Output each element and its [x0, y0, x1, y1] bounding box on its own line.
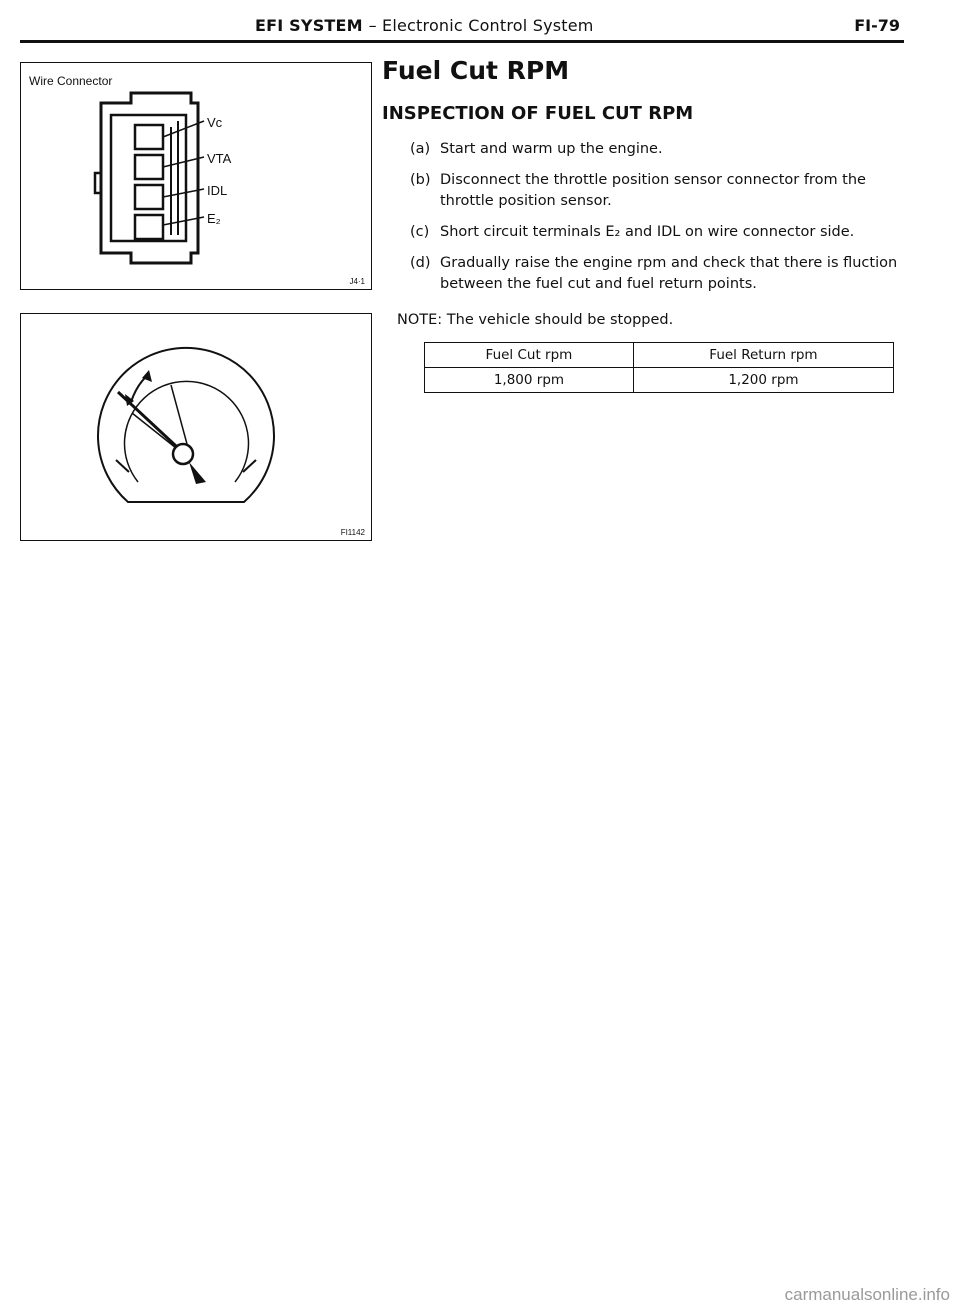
step-text: Disconnect the throttle position sensor connector from the throttle position sensor. [440, 172, 866, 209]
table-row [425, 368, 894, 393]
step-text: Short circuit terminals E₂ and IDL on wire connector side. [440, 224, 855, 240]
header-title [255, 16, 594, 35]
figure-code: FI1142 [340, 528, 365, 537]
pin-label-idl: IDL [207, 183, 228, 198]
figure-code: J4·1 [349, 277, 365, 286]
page-number: FI-79 [854, 16, 900, 35]
step-label: (c) [410, 224, 430, 240]
pin-labels [21, 63, 371, 289]
table-cell: 1,200 rpm [633, 368, 893, 393]
section-subtitle: INSPECTION OF FUEL CUT RPM [382, 103, 694, 124]
step-text: Gradually raise the engine rpm and check that there is fluction between the fuel cut and fuel return points. [440, 255, 898, 292]
note-text: NOTE: The vehicle should be stopped. [397, 312, 674, 328]
step-item [410, 139, 900, 160]
step-label: (b) [410, 172, 431, 188]
header-subtitle: – Electronic Control System [368, 16, 594, 35]
table-cell: 1,800 rpm [425, 368, 634, 393]
step-label: (d) [410, 255, 431, 271]
figure-title: Wire Connector [29, 74, 113, 88]
section-title: Fuel Cut RPM [382, 56, 570, 85]
page-header [20, 14, 904, 43]
procedure-steps [410, 139, 900, 305]
step-item [410, 170, 900, 212]
wire-connector-figure [20, 62, 372, 290]
step-label: (a) [410, 141, 431, 157]
step-item [410, 253, 900, 295]
tachometer-diagram [21, 314, 371, 540]
table-header-cell: Fuel Cut rpm [425, 343, 634, 368]
pin-label-vc: Vc [207, 115, 223, 130]
tachometer-figure [20, 313, 372, 541]
step-text: Start and warm up the engine. [440, 141, 663, 157]
rpm-spec-table [424, 342, 894, 393]
table-header-cell: Fuel Return rpm [633, 343, 893, 368]
header-system: EFI SYSTEM [255, 16, 363, 35]
step-item [410, 222, 900, 243]
pin-label-e2: E₂ [207, 211, 221, 226]
table-header-row [425, 343, 894, 368]
pin-label-vta: VTA [207, 151, 232, 166]
watermark: carmanualsonline.info [784, 1285, 950, 1304]
